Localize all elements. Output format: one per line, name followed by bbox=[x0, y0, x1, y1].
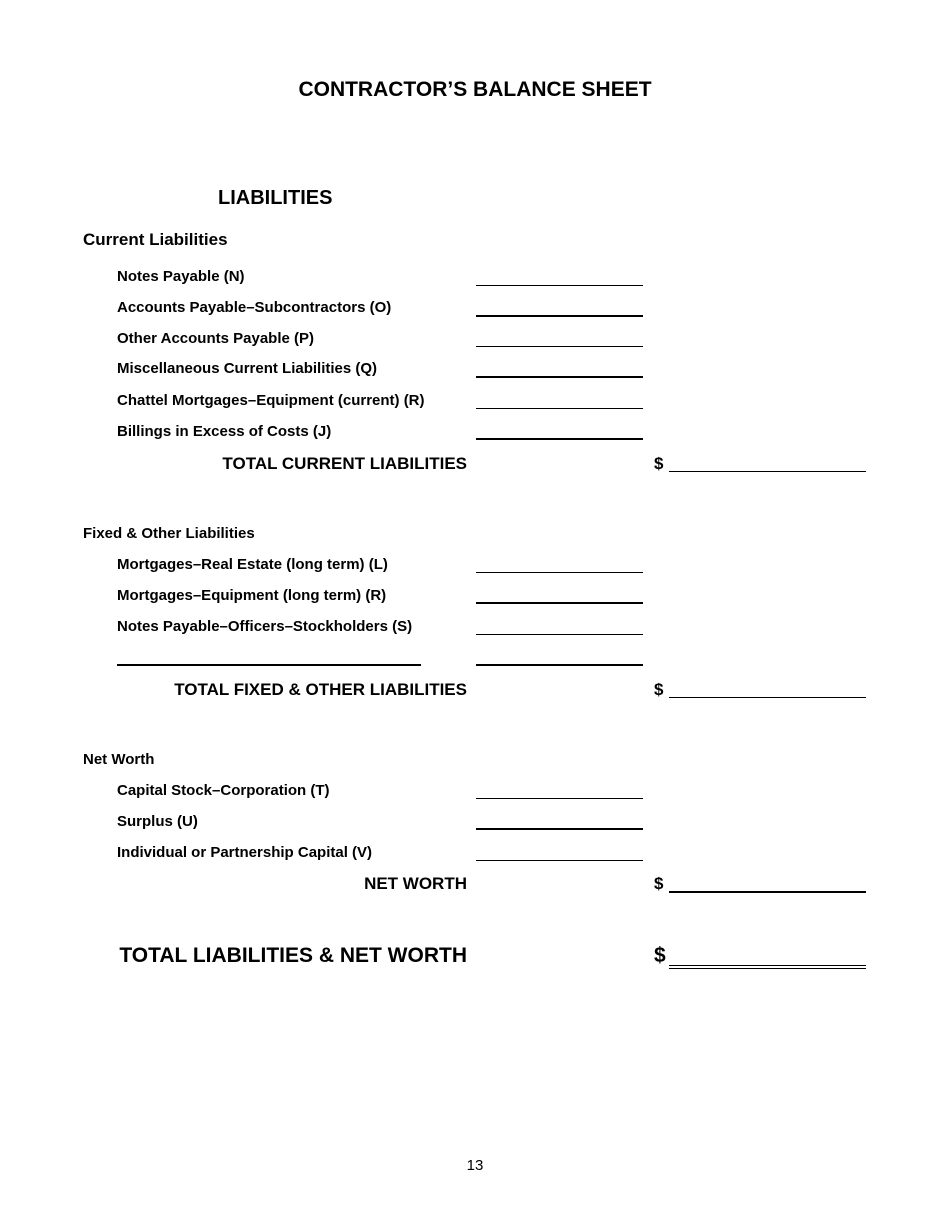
total-liabilities-net-worth-label: TOTAL LIABILITIES & NET WORTH bbox=[119, 944, 467, 967]
accounts-payable-subcontractors-field[interactable] bbox=[476, 315, 643, 317]
capital-stock-field[interactable] bbox=[476, 798, 643, 799]
billings-in-excess-field[interactable] bbox=[476, 438, 643, 440]
chattel-mortgages-field[interactable] bbox=[476, 408, 643, 409]
total-fixed-liabilities-dollar: $ bbox=[654, 680, 664, 699]
other-accounts-payable-field[interactable] bbox=[476, 346, 643, 347]
net-worth-total-label: NET WORTH bbox=[364, 874, 467, 893]
mortgages-equipment-label: Mortgages–Equipment (long term) (R) bbox=[117, 587, 387, 604]
capital-stock-label: Capital Stock–Corporation (T) bbox=[117, 782, 330, 799]
notes-payable-field[interactable] bbox=[476, 285, 643, 286]
mortgages-real-estate-label: Mortgages–Real Estate (long term) (L) bbox=[117, 556, 388, 573]
net-worth-total-field[interactable] bbox=[669, 891, 866, 893]
blank-item-field[interactable] bbox=[476, 664, 643, 666]
chattel-mortgages-label: Chattel Mortgages–Equipment (current) (R) bbox=[117, 392, 425, 409]
notes-payable-label: Notes Payable (N) bbox=[117, 268, 245, 285]
net-worth-dollar: $ bbox=[654, 874, 664, 893]
notes-payable-officers-label: Notes Payable–Officers–Stockholders (S) bbox=[117, 618, 413, 635]
current-liabilities-heading: Current Liabilities bbox=[83, 230, 228, 249]
misc-current-liabilities-field[interactable] bbox=[476, 376, 643, 378]
total-fixed-liabilities-field[interactable] bbox=[669, 697, 866, 698]
total-liabilities-net-worth-field[interactable] bbox=[669, 965, 866, 969]
total-current-liabilities-field[interactable] bbox=[669, 471, 866, 472]
total-current-liabilities-label: TOTAL CURRENT LIABILITIES bbox=[222, 454, 467, 473]
partnership-capital-field[interactable] bbox=[476, 860, 643, 861]
section-heading-liabilities: LIABILITIES bbox=[218, 187, 333, 209]
mortgages-equipment-field[interactable] bbox=[476, 602, 643, 604]
notes-payable-officers-field[interactable] bbox=[476, 634, 643, 635]
total-fixed-liabilities-label: TOTAL FIXED & OTHER LIABILITIES bbox=[174, 680, 467, 699]
total-liabilities-net-worth-dollar: $ bbox=[654, 944, 666, 967]
accounts-payable-subcontractors-label: Accounts Payable–Subcontractors (O) bbox=[117, 299, 392, 316]
misc-current-liabilities-label: Miscellaneous Current Liabilities (Q) bbox=[117, 360, 378, 377]
page-number: 13 bbox=[466, 1157, 484, 1174]
mortgages-real-estate-field[interactable] bbox=[476, 572, 643, 573]
partnership-capital-label: Individual or Partnership Capital (V) bbox=[117, 844, 373, 861]
billings-in-excess-label: Billings in Excess of Costs (J) bbox=[117, 423, 332, 440]
other-accounts-payable-label: Other Accounts Payable (P) bbox=[117, 330, 314, 347]
surplus-label: Surplus (U) bbox=[117, 813, 198, 830]
surplus-field[interactable] bbox=[476, 828, 643, 830]
fixed-liabilities-heading: Fixed & Other Liabilities bbox=[83, 525, 255, 542]
blank-item-label-line[interactable] bbox=[117, 664, 421, 666]
page-title: CONTRACTOR’S BALANCE SHEET bbox=[298, 78, 652, 101]
net-worth-heading: Net Worth bbox=[83, 751, 155, 768]
total-current-liabilities-dollar: $ bbox=[654, 454, 664, 473]
